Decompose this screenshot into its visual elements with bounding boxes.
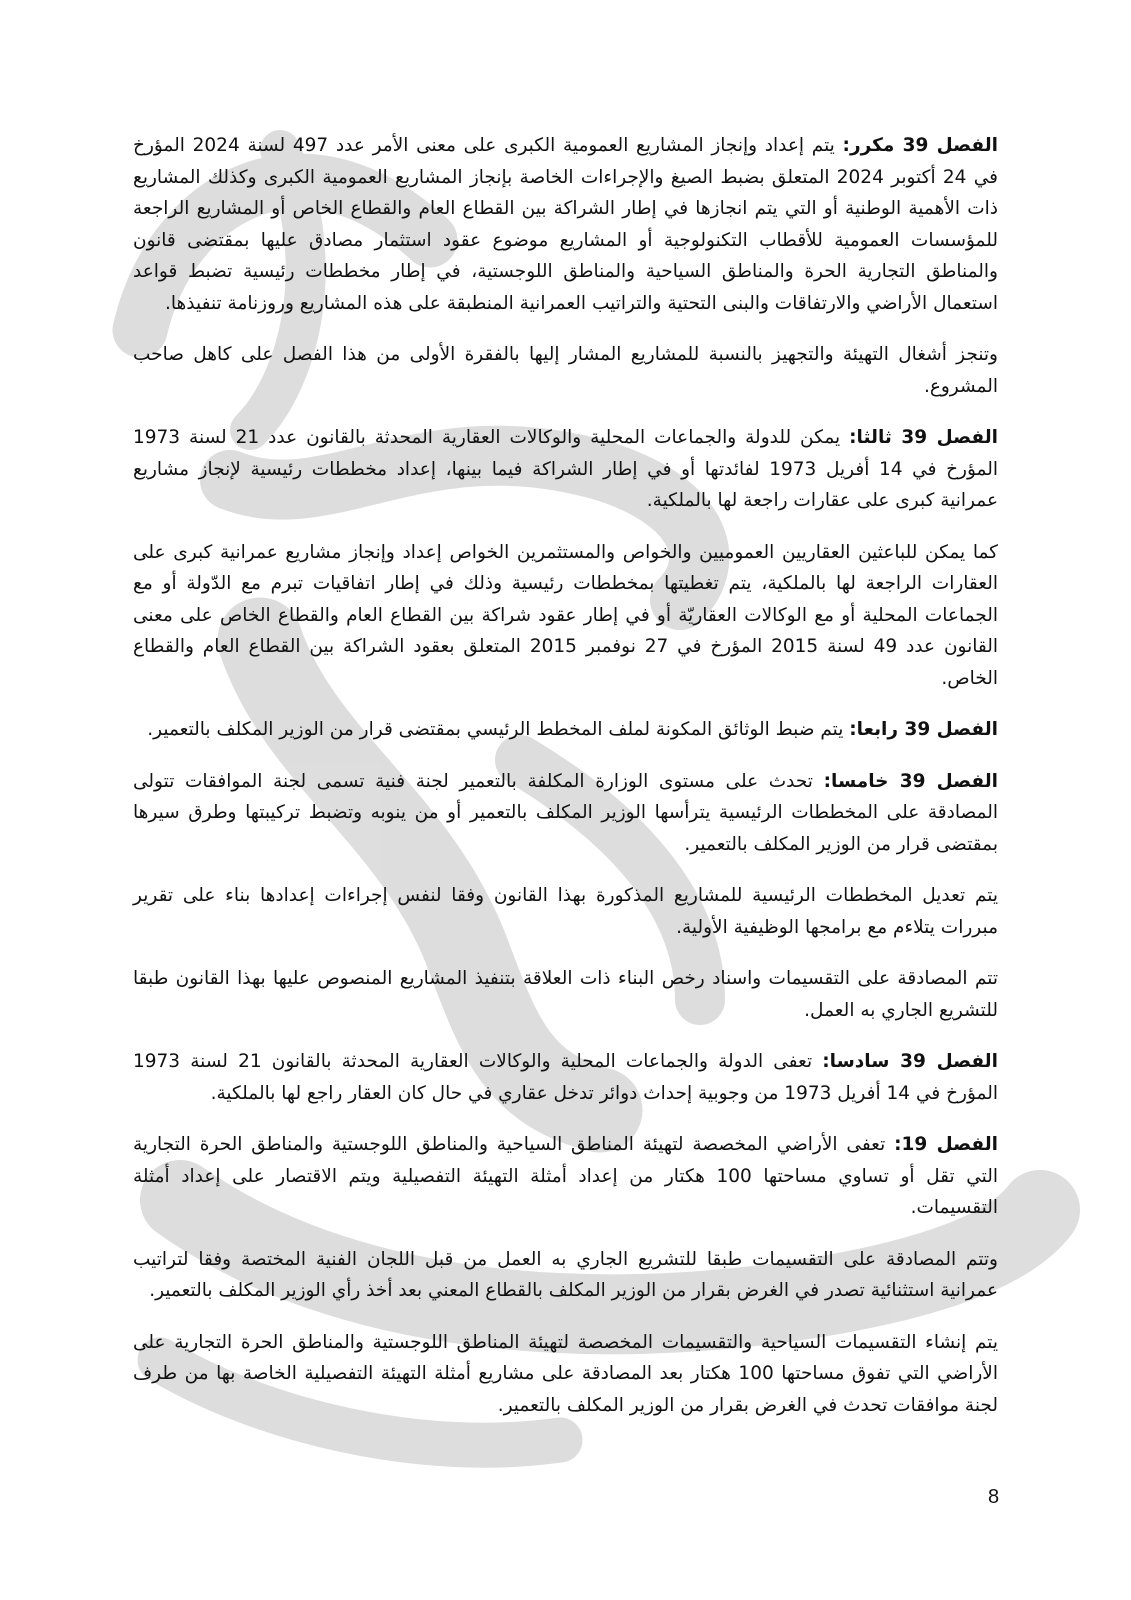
paragraph-text: يتم إنشاء التقسيمات السياحية والتقسيمات المخصصة لتهيئة المناطق اللوجستية والمناطق الحرة التجارية على الأراضي التي تفوق مساحتها 100 هكتار بعد المصادقة على مشاريع أمثلة التهيئة التفصيلية الخاصة بها من طرف لجنة موافقات تحدث في الغرض بقرار من الوزير المكلف بالتعمير. (133, 1331, 998, 1416)
paragraph-text: يتم تعديل المخططات الرئيسية للمشاريع المذكورة بهذا القانون وفقا لنفس إجراءات إعدادها بناء على تقرير مبررات يتلاءم مع برامجها الوظيفية الأولية. (133, 885, 998, 938)
paragraph-large-subdivisions (133, 1327, 998, 1422)
article-heading: الفصل 39 خامسا: (823, 770, 998, 792)
paragraph-article-39-ter (133, 422, 998, 517)
paragraph-article-39-sexies (133, 1046, 998, 1109)
paragraph-text: تتم المصادقة على التقسيمات واسناد رخص البناء ذات العلاقة بتنفيذ المشاريع المنصوص عليها بهذا القانون طبقا للتشريع الجاري به العمل. (133, 968, 998, 1021)
paragraph-text: يمكن للدولة والجماعات المحلية والوكالات العقارية المحدثة بالقانون عدد 21 لسنة 1973 المؤرخ في 14 أفريل 1973 لفائدتها أو في إطار الشراكة فيما بينها، إعداد مخططات رئيسية لإنجاز مشاريع عمرانية كبرى على عقارات راجعة لها بالملكية. (133, 427, 998, 511)
paragraph-subdivision-approval (133, 963, 998, 1026)
paragraph-text: تعفى الدولة والجماعات المحلية والوكالات العقارية المحدثة بالقانون 21 لسنة 1973 المؤرخ في 14 أفريل 1973 من وجوبية إحداث دوائر تدخل عقاري في حال كان العقار راجع لها بالملكية. (133, 1051, 998, 1104)
page-number: 8 (988, 1486, 1000, 1508)
paragraph-private-developers (133, 537, 998, 695)
document-body (133, 130, 998, 1441)
paragraph-text: كما يمكن للباعثين العقاريين العموميين والخواص والمستثمرين الخواص إعداد وإنجاز مشاريع عمرانية كبرى على العقارات الراجعة لها بالملكية، يتم تغطيتها بمخططات رئيسية وذلك في إطار اتفاقيات تبرم مع الدّولة أو مع الجماعات المحلية أو مع الوكالات العقاريّة أو في إطار عقود شراكة بين القطاع العام والقطاع الخاص على معنى القانون عدد 49 لسنة 2015 المؤرخ في 27 نوفمبر 2015 المتعلق بعقود الشراكة بين القطاع العام والقطاع الخاص. (133, 541, 999, 689)
article-heading: الفصل 39 رابعا: (849, 719, 998, 740)
paragraph-text: يتم إعداد وإنجاز المشاريع العمومية الكبرى على معنى الأمر عدد 497 لسنة 2024 المؤرخ في 24 أكتوبر 2024 المتعلق بضبط الصيغ والإجراءات الخاصة بإنجاز المشاريع العمومية الكبرى وكذلك المشاريع ذات الأهمية الوطنية أو التي يتم انجازها في إطار الشراكة بين القطاع العام والقطاع الخاص أو المشاريع الراجعة للمؤسسات العمومية للأقطاب التكنولوجية أو المشاريع موضوع عقود استثمار مصادق عليها بمقتضى قانون والمناطق التجارية الحرة والمناطق السياحية والمناطق اللوجستية، في إطار مخططات رئيسية تضبط قواعد استعمال الأراضي والارتفاقات والبنى التحتية والتراتيب العمرانية المنطبقة على هذه المشاريع وروزنامة تنفيذها. (133, 135, 998, 314)
paragraph-text: تعفى الأراضي المخصصة لتهيئة المناطق السياحية والمناطق اللوجستية والمناطق الحرة التجارية التي تقل أو تساوي مساحتها 100 هكتار من إعداد أمثلة التهيئة التفصيلية ويتم الاقتصار على إعداد أمثلة التقسيمات. (133, 1134, 998, 1218)
paragraph-article-39-quater (133, 714, 998, 746)
article-heading: الفصل 39 سادسا: (822, 1051, 998, 1072)
paragraph-text: يتم ضبط الوثائق المكونة لملف المخطط الرئيسي بمقتضى قرار من الوزير المكلف بالتعمير. (147, 719, 850, 740)
paragraph-plan-amendment (133, 880, 998, 943)
paragraph-article-39-quinquies (133, 766, 998, 861)
paragraph-text: وتنجز أشغال التهيئة والتجهيز بالنسبة للمشاريع المشار إليها بالفقرة الأولى من هذا الفصل على كاهل صاحب المشروع. (133, 344, 998, 397)
paragraph-article-19 (133, 1129, 998, 1224)
article-heading: الفصل 39 مكرر: (842, 135, 998, 156)
article-heading: الفصل 39 ثالثا: (849, 427, 998, 448)
paragraph-text: تحدث على مستوى الوزارة المكلفة بالتعمير لجنة فنية تسمى لجنة الموافقات تتولى المصادقة على المخططات الرئيسية يترأسها الوزير المكلف بالتعمير أو من ينوبه وتضبط تركيبتها وطرق سيرها بمقتضى قرار من الوزير المكلف بالتعمير. (133, 770, 998, 855)
article-heading: الفصل 19: (894, 1134, 998, 1155)
paragraph-subdivision-committees (133, 1244, 998, 1307)
paragraph-text: وتتم المصادقة على التقسيمات طبقا للتشريع الجاري به العمل من قبل اللجان الفنية المختصة وفقا لتراتيب عمرانية استثنائية تصدر في الغرض بقرار من الوزير المكلف بالقطاع المعني بعد أخذ رأي الوزير المكلف بالتعمير. (133, 1248, 998, 1301)
paragraph-article-39-bis (133, 130, 998, 319)
paragraph-works-execution (133, 339, 998, 402)
